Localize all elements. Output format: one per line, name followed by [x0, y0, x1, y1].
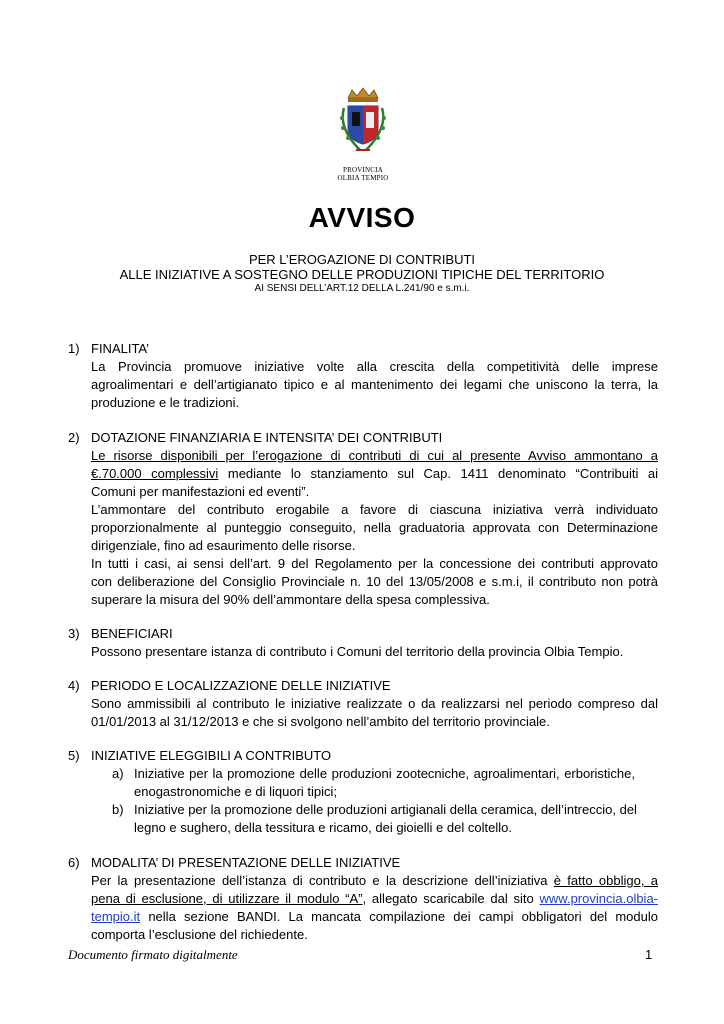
amount-underlined: €.70.000 complessivi — [91, 466, 219, 481]
subtitle-line1: PER L’EROGAZIONE DI CONTRIBUTI — [248, 252, 476, 267]
body-line — [91, 908, 658, 926]
subtitle-line2: ALLE INIZIATIVE A SOSTEGNO DELLE PRODUZIONI TIPICHE DEL TERRITORIO — [119, 267, 605, 282]
body-line: 01/01/2013 al 31/12/2013 e che si svolgono nell’ambito del territorio provinciale. — [91, 714, 550, 729]
body-line: con deliberazione del Consiglio Provinciale n. 10 del 13/05/2008 e s.m.i, il contributo non potrà — [91, 574, 658, 589]
section-heading: PERIODO E LOCALIZZAZIONE DELLE INIZIATIVE — [91, 678, 391, 693]
body-text: nella sezione BANDI. La mancata compilazione dei campi obbligatori del modulo — [140, 909, 658, 924]
body-line — [91, 890, 658, 908]
body-text: Per la presentazione dell’istanza di contributo e la descrizione dell’iniziativa — [91, 873, 554, 888]
list-line: enogastronomiche e di liquori tipici; — [134, 784, 338, 799]
list-line: legno e sughero, della tessitura e ricamo, dei gioielli e del coltello. — [134, 820, 512, 835]
body-text: mediante lo stanziamento sul Cap. 1411 denominato “Contribuiti ai — [218, 466, 658, 481]
section-number: 4) — [68, 678, 80, 693]
body-line: Comuni per manifestazioni ed eventi”. — [91, 484, 310, 499]
body-line: In tutti i casi, ai sensi dell’art. 9 del Regolamento per la concessione dei contributi approvato — [91, 556, 658, 571]
list-line: Iniziative per la promozione delle produzioni artigianali della ceramica, dell’intreccio, del — [134, 802, 637, 817]
logo-caption — [320, 166, 406, 182]
section-heading: INIZIATIVE ELEGGIBILI A CONTRIBUTO — [91, 748, 332, 763]
section-body — [91, 872, 658, 944]
logo-caption-line2: OLBIA TEMPIO — [337, 174, 389, 182]
subtitle-line3: AI SENSI DELL’ART.12 DELLA L.241/90 e s.m.i. — [254, 283, 470, 294]
body-line: Sono ammissibili al contributo le iniziative realizzate o da realizzarsi nel periodo compreso dal — [91, 696, 658, 711]
section-number: 1) — [68, 341, 80, 356]
website-link-cont[interactable]: tempio.it — [91, 909, 141, 924]
body-line — [91, 872, 658, 890]
list-marker: b) — [112, 802, 124, 817]
document-title: AVVISO — [308, 202, 416, 233]
section-number: 5) — [68, 748, 80, 763]
body-line: superare la misura del 90% dell’ammontare della spesa complessiva. — [91, 592, 490, 607]
section-heading: DOTAZIONE FINANZIARIA E INTENSITA’ DEI CONTRIBUTI — [91, 430, 443, 445]
section-number: 3) — [68, 626, 80, 641]
section-body — [91, 447, 658, 609]
body-line — [91, 465, 658, 483]
body-line: dirigenziale, fino ad esaurimento delle risorse. — [91, 538, 356, 553]
obligation-underlined: è fatto obbligo, a — [553, 873, 658, 888]
body-line: comporta l’esclusione del richiedente. — [91, 927, 308, 942]
body-line: agroalimentari e dell’artigianato tipico e al mantenimento dei legami che uniscono la terra, la — [91, 377, 658, 392]
section-body — [91, 695, 658, 731]
body-line-underlined: Le risorse disponibili per l’erogazione di contributi di cui al presente Avviso ammontano a — [91, 448, 658, 463]
section-heading: MODALITA’ DI PRESENTAZIONE DELLE INIZIATIVE — [91, 855, 401, 870]
body-line: L’ammontare del contributo erogabile a favore di ciascuna iniziativa verrà individuato — [91, 502, 658, 517]
obligation-underlined: pena di esclusione, di utilizzare il modulo “A” — [91, 891, 363, 906]
section-heading: FINALITA’ — [91, 341, 150, 356]
logo-caption-line1: PROVINCIA — [343, 166, 383, 174]
footer-signature-note: Documento firmato digitalmente — [68, 947, 238, 962]
body-line: Possono presentare istanza di contributo i Comuni del territorio della provincia Olbia Tempio. — [91, 644, 624, 659]
body-line: La Provincia promuove iniziative volte alla crescita della competitività delle imprese — [91, 359, 658, 374]
section-body — [91, 358, 658, 412]
body-text: , allegato scaricabile dal sito — [362, 891, 540, 906]
section-number: 2) — [68, 430, 80, 445]
website-link[interactable]: www.provincia.olbia- — [539, 891, 659, 906]
section-body — [91, 643, 658, 661]
list-line: Iniziative per la promozione delle produzioni zootecniche, agroalimentari, erboristiche, — [134, 766, 635, 781]
page-number: 1 — [645, 947, 653, 962]
section-number: 6) — [68, 855, 80, 870]
body-line: proporzionalmente al punteggio conseguito, nella graduatoria approvata con Determinazione — [91, 520, 658, 535]
list-marker: a) — [112, 766, 124, 781]
body-line: produzione e le tradizioni. — [91, 395, 240, 410]
section-heading: BENEFICIARI — [91, 626, 173, 641]
